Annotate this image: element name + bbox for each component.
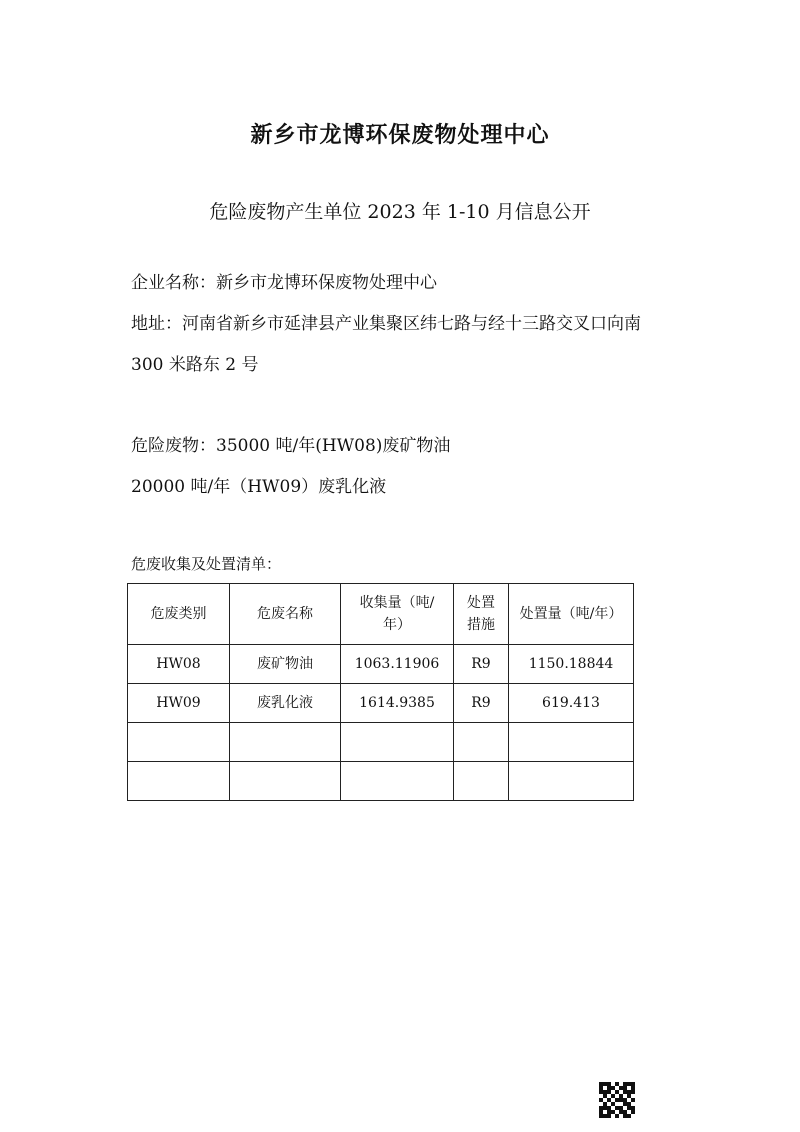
table-cell: 废矿物油 <box>230 645 341 684</box>
address-line-2: 300 米路东 2 号 <box>131 355 259 375</box>
table-cell <box>509 723 634 762</box>
table-cell <box>454 762 509 801</box>
table-caption: 危废收集及处置清单： <box>131 555 282 573</box>
table-cell <box>230 762 341 801</box>
table-cell: 1150.18844 <box>509 645 634 684</box>
table-row <box>128 684 634 723</box>
table-cell <box>128 762 230 801</box>
header-disposed-amount: 处置量（吨/年） <box>509 584 634 645</box>
table-cell <box>341 762 454 801</box>
header-waste-category: 危废类别 <box>128 584 230 645</box>
table-cell: 1063.11906 <box>341 645 454 684</box>
table-cell <box>341 723 454 762</box>
table-cell <box>230 723 341 762</box>
document-subtitle: 危险废物产生单位 2023 年 1-10 月信息公开 <box>209 201 591 223</box>
address-line-1: 地址：河南省新乡市延津县产业集聚区纬七路与经十三路交叉口向南 <box>131 314 641 334</box>
table-cell <box>128 723 230 762</box>
header-disposal-method: 处置措施 <box>454 584 509 645</box>
qr-code-icon <box>599 1082 635 1118</box>
document-title: 新乡市龙博环保废物处理中心 <box>250 123 550 148</box>
table-cell: 废乳化液 <box>230 684 341 723</box>
table-row <box>128 762 634 801</box>
hazardous-waste-line-2: 20000 吨/年（HW09）废乳化液 <box>131 477 387 497</box>
table-header-row <box>128 584 634 645</box>
table-cell: R9 <box>454 684 509 723</box>
company-name-line: 企业名称：新乡市龙博环保废物处理中心 <box>131 273 437 293</box>
table-cell: HW09 <box>128 684 230 723</box>
header-collected-amount: 收集量（吨/年） <box>341 584 454 645</box>
table-row <box>128 723 634 762</box>
table-cell <box>454 723 509 762</box>
table-cell: 1614.9385 <box>341 684 454 723</box>
header-waste-name: 危废名称 <box>230 584 341 645</box>
table-cell: 619.413 <box>509 684 634 723</box>
table-row <box>128 645 634 684</box>
table-cell: HW08 <box>128 645 230 684</box>
disposal-table <box>127 583 634 801</box>
hazardous-waste-line-1: 危险废物：35000 吨/年(HW08)废矿物油 <box>131 436 451 456</box>
table-cell: R9 <box>454 645 509 684</box>
table-cell <box>509 762 634 801</box>
